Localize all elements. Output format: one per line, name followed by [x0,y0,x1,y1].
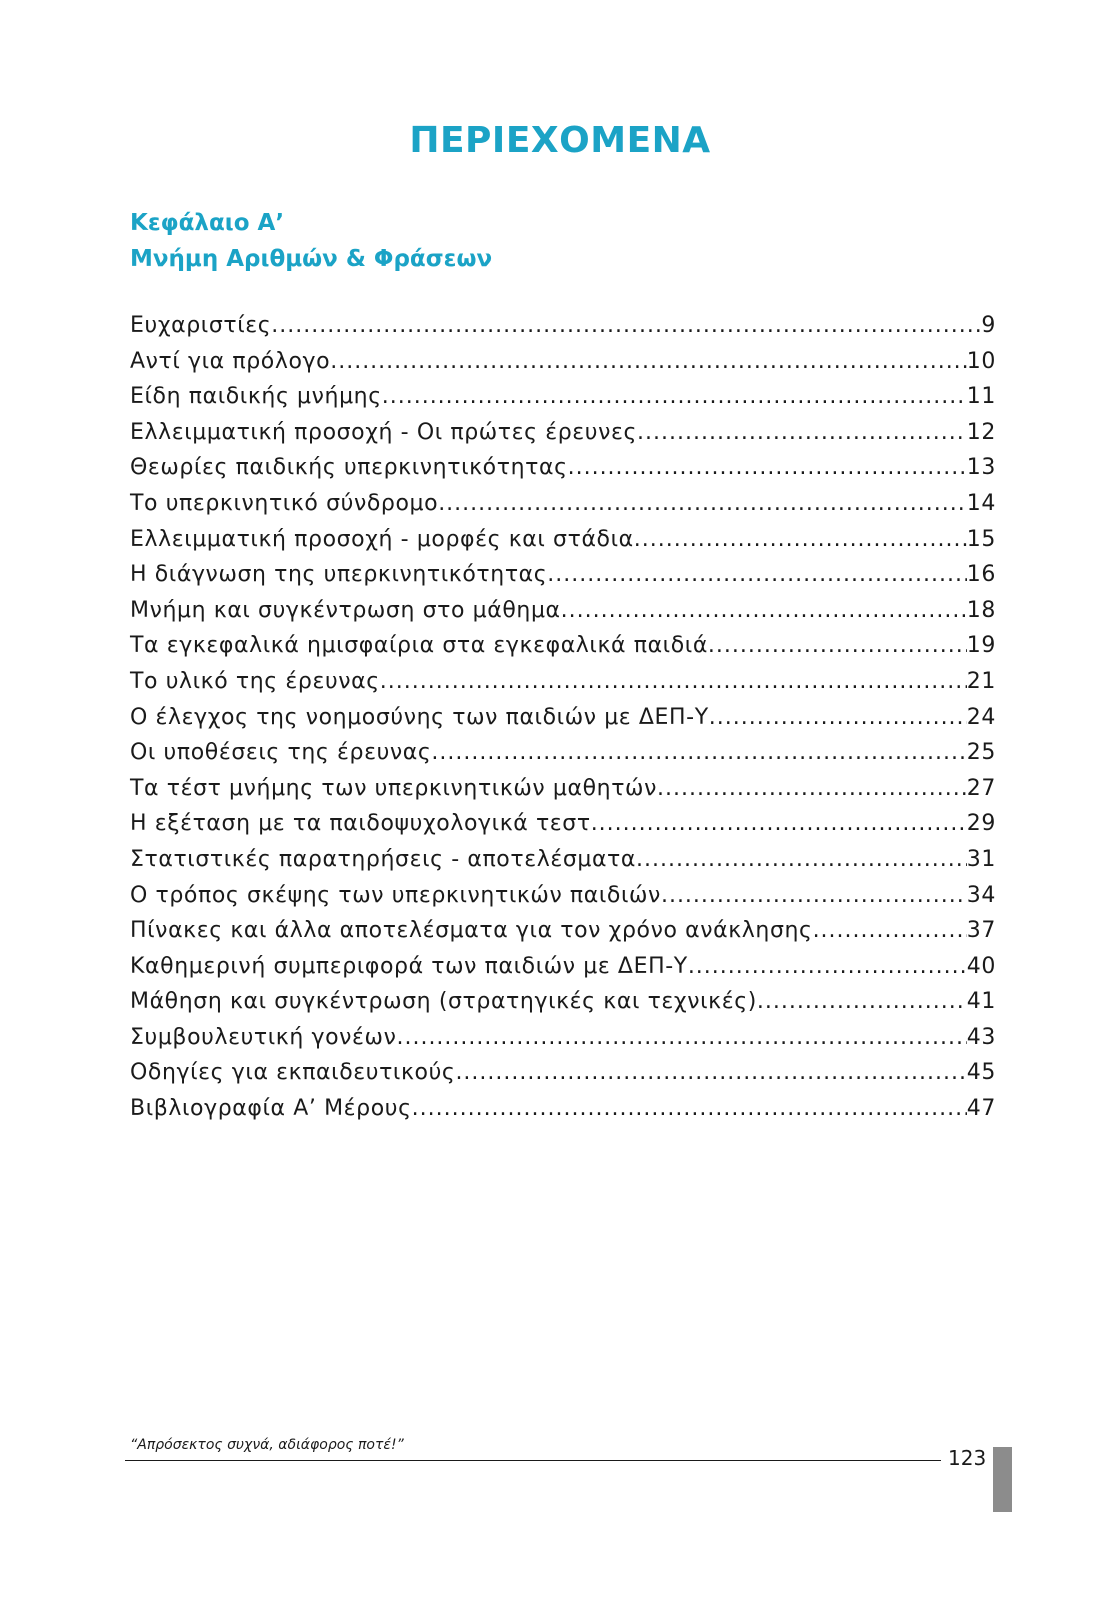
toc-entry[interactable] [130,913,996,949]
toc-entry-page: 18 [966,597,996,623]
toc-leader-dots [382,379,967,415]
toc-entry-title: Στατιστικές παρατηρήσεις - αποτελέσματα [130,846,637,872]
toc-entry[interactable] [130,557,996,593]
toc-entry-page: 10 [966,348,996,374]
toc-entry[interactable] [130,593,996,629]
toc-entry[interactable] [130,1091,996,1127]
toc-leader-dots [330,344,967,380]
toc-entry[interactable] [130,1020,996,1056]
toc-entry-page: 31 [966,846,996,872]
toc-entry-page: 12 [966,419,996,445]
toc-entry[interactable] [130,806,996,842]
toc-entry[interactable] [130,700,996,736]
toc-entry-page: 47 [966,1096,996,1122]
toc-leader-dots [455,1055,966,1091]
toc-leader-dots [657,771,967,807]
toc-entry[interactable] [130,878,996,914]
toc-entry-title: Η διάγνωση της υπερκινητικότητας [130,562,548,588]
toc-entry-title: Συμβουλευτική γονέων [130,1024,397,1050]
toc-leader-dots [634,522,967,558]
toc-entry-title: Μνήμη και συγκέντρωση στο μάθημα [130,597,561,623]
toc-entry[interactable] [130,735,996,771]
toc-entry[interactable] [130,842,996,878]
toc-entry-page: 15 [966,526,996,552]
toc-entry-page: 45 [966,1060,996,1086]
toc-entry-title: Ο τρόπος σκέψης των υπερκινητικών παιδιών [130,882,661,908]
toc-leader-dots [271,308,981,344]
footer-quote: “Απρόσεκτος συχνά, αδιάφορος ποτέ!” [130,1437,404,1453]
toc-entry-title: Θεωρίες παιδικής υπερκινητικότητας [130,455,568,481]
toc-entry-title: Τα εγκεφαλικά ημισφαίρια στα εγκεφαλικά παιδιά [130,633,708,659]
toc-entry-page: 24 [966,704,996,730]
toc-entry-page: 11 [966,384,996,410]
toc-entry-title: Τα τέστ μνήμης των υπερκινητικών μαθητών [130,775,657,801]
toc-entry-title: Αντί για πρόλογο [130,348,331,374]
toc-entry-page: 41 [966,989,996,1015]
toc-leader-dots [568,450,967,486]
toc-entry-title: Καθημερινή συμπεριφορά των παιδιών με ΔΕΠ-Υ [130,953,688,979]
toc-leader-dots [636,842,967,878]
toc-entry-title: Το υλικό της έρευνας [130,668,380,694]
toc-entry[interactable] [130,628,996,664]
toc-leader-dots [561,593,967,629]
toc-entry-page: 34 [966,882,996,908]
toc-leader-dots [380,664,967,700]
toc-leader-dots [431,735,966,771]
toc-entry-title: Οι υποθέσεις της έρευνας [130,740,432,766]
toc-entry-page: 13 [966,455,996,481]
toc-leader-dots [438,486,967,522]
toc-leader-dots [396,1020,966,1056]
chapter-title: Μνήμη Αριθμών & Φράσεων [130,246,493,272]
toc-entry-title: Είδη παιδικής μνήμης [130,384,382,410]
toc-entry-title: Βιβλιογραφία Α’ Μέρους [130,1096,412,1122]
toc-entry-page: 9 [981,313,996,338]
toc-entry-page: 37 [966,918,996,944]
page-title: ΠΕΡΙΕΧΟΜΕΝΑ [409,120,711,161]
toc-entry-page: 40 [966,953,996,979]
toc-entry[interactable] [130,379,996,415]
toc-leader-dots [547,557,967,593]
toc-entry[interactable] [130,450,996,486]
toc-entry-page: 25 [966,740,996,766]
toc-entry-page: 16 [966,562,996,588]
toc-entry-title: Οδηγίες για εκπαιδευτικούς [130,1060,456,1086]
table-of-contents [130,308,996,1127]
toc-entry-title: Μάθηση και συγκέντρωση (στρατηγικές και τεχνικές) [130,989,757,1015]
toc-entry[interactable] [130,415,996,451]
toc-leader-dots [591,806,967,842]
chapter-number: Κεφάλαιο Α’ [130,210,285,236]
toc-entry[interactable] [130,344,996,380]
toc-entry-title: Ελλειμματική προσοχή - Οι πρώτες έρευνες [130,419,638,445]
toc-entry[interactable] [130,771,996,807]
toc-entry-page: 14 [966,490,996,516]
toc-entry-page: 21 [966,668,996,694]
toc-leader-dots [709,700,967,736]
toc-entry-title: Το υπερκινητικό σύνδρομο [130,490,439,516]
toc-entry[interactable] [130,486,996,522]
toc-leader-dots [813,913,967,949]
toc-entry-page: 43 [966,1024,996,1050]
toc-entry-title: Ο έλεγχος της νοημοσύνης των παιδιών με ΔΕΠ-Υ [130,704,709,730]
toc-entry-page: 19 [966,633,996,659]
toc-leader-dots [708,628,967,664]
toc-leader-dots [757,984,967,1020]
toc-entry[interactable] [130,1055,996,1091]
toc-entry-title: Ευχαριστίες [130,313,272,338]
toc-entry-title: Ελλειμματική προσοχή - μορφές και στάδια [130,526,634,552]
toc-entry[interactable] [130,308,996,344]
page-number: 123 [948,1446,987,1470]
toc-leader-dots [661,878,967,914]
toc-entry-title: Πίνακες και άλλα αποτελέσματα για τον χρόνο ανάκλησης [130,918,813,944]
toc-entry-page: 29 [966,811,996,837]
footer-divider [125,1460,941,1461]
page-edge-tab [993,1447,1012,1512]
toc-entry[interactable] [130,984,996,1020]
toc-entry[interactable] [130,522,996,558]
chapter-heading [130,205,492,277]
toc-entry-title: Η εξέταση με τα παιδοψυχολογικά τεστ [130,811,591,837]
toc-leader-dots [412,1091,967,1127]
toc-entry[interactable] [130,664,996,700]
toc-entry[interactable] [130,949,996,985]
toc-entry-page: 27 [966,775,996,801]
toc-leader-dots [637,415,967,451]
toc-leader-dots [688,949,967,985]
